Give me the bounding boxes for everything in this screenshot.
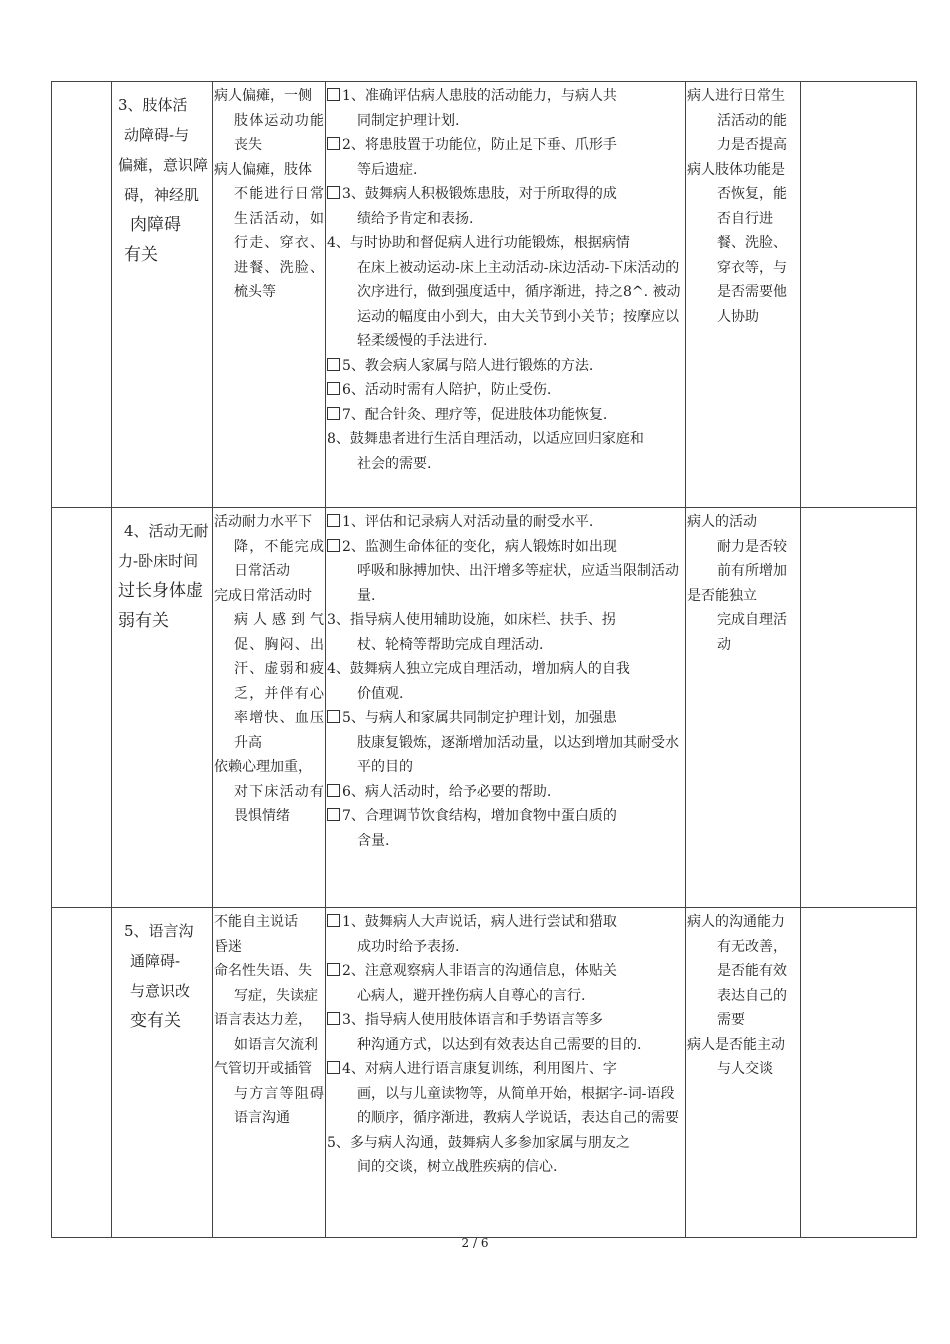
symptom-first-line: 病人偏瘫，肢体	[214, 161, 312, 178]
symptom-rest: 不能进行日常生活活动，如行走、穿衣、进餐、洗脸、梳头等	[234, 186, 324, 300]
checkbox-icon	[327, 358, 340, 371]
checkbox-icon	[327, 539, 340, 552]
checkbox-icon	[327, 808, 340, 821]
diagnosis-cell	[112, 82, 213, 508]
measure-head-text: 2、注意观察病人非语言的沟通信息，体贴关	[342, 963, 617, 979]
measure-continuation: 肢康复锻炼，逐渐增加活动量，以达到增加其耐受水平的目的	[357, 734, 679, 775]
diagnosis-line: 通障碍-	[130, 952, 181, 970]
symptom-first-line: 完成日常活动时	[214, 587, 312, 604]
measure-head	[327, 910, 684, 935]
measure-head	[327, 804, 684, 829]
table-row	[52, 82, 917, 508]
diagnosis-line: 5、语言沟	[124, 922, 194, 940]
symptom-item	[214, 584, 324, 756]
evaluation-first-line: 病人肢体功能是	[687, 161, 785, 178]
symptom-first-line: 气管切开或插管	[214, 1061, 312, 1077]
checkbox-icon	[327, 407, 340, 420]
measure-continuation: 社会的需要.	[357, 455, 432, 472]
measure-head-text: 5、教会病人家属与陪人进行锻炼的方法.	[342, 357, 594, 374]
measure-head-text: 6、活动时需有人陪护，防止受伤.	[342, 382, 552, 398]
evaluation-first-line: 病人的活动	[687, 514, 757, 530]
measure-head-text: 4、鼓舞病人独立完成自理活动，增加病人的自我	[327, 661, 630, 677]
measure-item	[327, 706, 684, 780]
checkbox-icon	[327, 382, 340, 395]
measure-head-text: 5、与病人和家属共同制定护理计划，加强患	[342, 710, 617, 726]
symptom-item	[214, 910, 324, 935]
diagnosis-cell	[112, 908, 213, 1238]
measure-continuation: 价值观.	[357, 685, 404, 702]
number-cell	[52, 82, 112, 508]
measure-item	[327, 510, 684, 535]
symptom-rest: 降，不能完成日常活动	[234, 538, 324, 579]
evaluation-item	[687, 510, 799, 584]
symptom-item	[214, 510, 324, 584]
evaluation-rest: 完成自理活动	[717, 612, 787, 653]
evaluation-rest: 耐力是否较前有所增加	[717, 538, 787, 579]
measure-head-text: 1、鼓舞病人大声说话，病人进行尝试和猎取	[342, 914, 617, 930]
symptom-rest: 对下床活动有畏惧情绪	[234, 783, 324, 824]
evaluation-first-line: 是否能独立	[687, 587, 757, 604]
measure-head	[327, 1008, 684, 1033]
measure-head	[327, 706, 684, 731]
nursing-care-table	[51, 81, 917, 1238]
symptom-first-line: 语言表达力差，	[214, 1012, 312, 1028]
measure-item	[327, 84, 684, 133]
symptom-item	[214, 959, 324, 1008]
measure-head	[327, 510, 684, 535]
measure-continuation: 心病人，避开挫伤病人自尊心的言行.	[357, 987, 586, 1004]
measure-item	[327, 1057, 684, 1131]
measure-head-text: 4、对病人进行语言康复训练，利用图片、字	[342, 1061, 617, 1077]
symptom-item	[214, 1008, 324, 1057]
symptom-item	[214, 158, 324, 305]
measure-continuation: 绩给予肯定和表扬.	[357, 210, 474, 227]
symptom-first-line: 不能自主说话	[214, 914, 298, 930]
measure-head-text: 8、鼓舞患者进行生活自理活动，以适应回归家庭和	[327, 431, 644, 447]
measure-head	[327, 780, 684, 805]
measure-head	[327, 403, 684, 428]
page-number: 2 / 6	[461, 1236, 489, 1250]
measure-head-text: 2、将患肢置于功能位，防止足下垂、爪形手	[342, 137, 617, 153]
diagnosis-line: 4、活动无耐	[124, 522, 209, 540]
table-row	[52, 508, 917, 908]
symptom-item	[214, 935, 324, 960]
measure-head	[327, 354, 684, 379]
measures-cell	[326, 908, 686, 1238]
symptoms-cell	[213, 82, 326, 508]
checkbox-icon	[327, 1061, 340, 1074]
diagnosis-line: 3、肢体活	[118, 96, 188, 114]
diagnosis-line: 弱有关	[118, 611, 169, 631]
measure-continuation: 含量.	[357, 832, 390, 849]
measure-item	[327, 804, 684, 853]
measure-head-text: 7、配合针灸、理疗等，促进肢体功能恢复.	[342, 406, 608, 423]
measure-head	[327, 182, 684, 207]
measure-head-text: 2、监测生命体征的变化，病人锻炼时如出现	[342, 538, 617, 555]
symptoms-cell	[213, 508, 326, 908]
diagnosis-line: 与意识改	[130, 982, 191, 1000]
measure-head	[327, 84, 684, 109]
measure-head	[327, 1131, 684, 1156]
measure-item	[327, 182, 684, 231]
measure-head	[327, 535, 684, 560]
number-cell	[52, 908, 112, 1238]
checkbox-icon	[327, 784, 340, 797]
symptom-rest: 写症，失读症	[234, 987, 318, 1004]
symptom-rest: 肢体运动功能丧失	[234, 112, 324, 153]
diagnosis-line: 力-卧床时间	[118, 552, 199, 570]
checkbox-icon	[327, 1012, 340, 1025]
diagnosis-line: 有关	[124, 245, 158, 265]
evaluation-rest: 有无改善，是否能有效表达自己的需要	[717, 938, 787, 1028]
measure-item	[327, 535, 684, 609]
measure-head-text: 3、指导病人使用肢体语言和手势语言等多	[342, 1012, 603, 1028]
symptom-first-line: 昏迷	[214, 938, 242, 955]
table-row	[52, 908, 917, 1238]
measure-item	[327, 910, 684, 959]
evaluation-rest: 与人交谈	[717, 1061, 773, 1077]
symptom-item	[214, 84, 324, 158]
measure-head-text: 6、病人活动时，给予必要的帮助.	[342, 783, 552, 800]
symptom-item	[214, 755, 324, 829]
checkbox-icon	[327, 186, 340, 199]
measure-continuation: 成功时给予表扬.	[357, 938, 460, 955]
measure-item	[327, 1131, 684, 1180]
evaluation-cell	[686, 82, 801, 508]
evaluation-first-line: 病人的沟通能力	[687, 914, 785, 930]
measure-head-text: 7、合理调节饮食结构，增加食物中蛋白质的	[342, 808, 617, 824]
measure-continuation: 间的交谈，树立战胜疾病的信心.	[357, 1159, 558, 1175]
measure-head	[327, 231, 684, 256]
diagnosis-line: 肉障碍	[130, 215, 181, 235]
symptom-rest: 病人感到气促、胸闷、出汗、虚弱和疲乏，并伴有心率增快、血压升高	[234, 612, 324, 751]
evaluation-item	[687, 158, 799, 330]
diagnosis-line: 动障碍-与	[124, 126, 190, 144]
evaluation-item	[687, 910, 799, 1033]
measure-item	[327, 427, 684, 476]
measures-cell	[326, 82, 686, 508]
diagnosis-line: 偏瘫，意识障	[118, 156, 209, 174]
checkbox-icon	[327, 963, 340, 976]
measure-head-text: 4、与时协助和督促病人进行功能锻炼，根据病情	[327, 235, 630, 251]
evaluation-item	[687, 1033, 799, 1082]
evaluation-item	[687, 84, 799, 158]
evaluation-rest: 活活动的能力是否提高	[717, 112, 787, 153]
diagnosis-line: 变有关	[130, 1011, 181, 1031]
number-cell	[52, 508, 112, 908]
measure-item	[327, 780, 684, 805]
measure-item	[327, 231, 684, 354]
blank-cell	[801, 508, 917, 908]
measure-item	[327, 378, 684, 403]
symptom-first-line: 命名性失语、失	[214, 963, 312, 979]
diagnosis-line: 碍，神经肌	[124, 186, 200, 204]
measure-head-text: 1、评估和记录病人对活动量的耐受水平.	[342, 514, 594, 530]
measure-item	[327, 403, 684, 428]
measure-head	[327, 608, 684, 633]
symptom-rest: 与方言等阻碍语言沟通	[234, 1085, 324, 1126]
evaluation-cell	[686, 508, 801, 908]
symptom-first-line: 依赖心理加重，	[214, 759, 312, 775]
symptom-first-line: 病人偏瘫，一侧	[214, 88, 312, 104]
measure-head	[327, 378, 684, 403]
symptom-first-line: 活动耐力水平下	[214, 514, 312, 530]
checkbox-icon	[327, 137, 340, 150]
measure-head	[327, 133, 684, 158]
evaluation-first-line: 病人是否能主动	[687, 1036, 785, 1053]
measure-head-text: 1、准确评估病人患肢的活动能力，与病人共	[342, 88, 617, 104]
measure-head	[327, 1057, 684, 1082]
evaluation-first-line: 病人进行日常生	[687, 88, 785, 104]
measure-continuation: 同制定护理计划.	[357, 112, 460, 129]
diagnosis-cell	[112, 508, 213, 908]
evaluation-rest: 否恢复，能否自行进餐、洗脸、穿衣等，与是否需要他人协助	[717, 186, 787, 325]
measure-head	[327, 427, 684, 452]
measure-continuation: 画，以与儿童读物等，从简单开始，根据字-词-语段的顺序，循序渐进，教病人学说话，表达自己的需要	[357, 1085, 679, 1126]
measure-head-text: 3、指导病人使用辅助设施，如床栏、扶手、拐	[327, 612, 616, 628]
measures-cell	[326, 508, 686, 908]
measure-head	[327, 657, 684, 682]
checkbox-icon	[327, 914, 340, 927]
measure-head-text: 3、鼓舞病人积极锻炼患肢，对于所取得的成	[342, 186, 617, 202]
measure-item	[327, 959, 684, 1008]
blank-cell	[801, 82, 917, 508]
evaluation-cell	[686, 908, 801, 1238]
evaluation-item	[687, 584, 799, 658]
measure-item	[327, 608, 684, 657]
measure-item	[327, 354, 684, 379]
measure-head	[327, 959, 684, 984]
measure-continuation: 等后遗症.	[357, 161, 418, 178]
blank-cell	[801, 908, 917, 1238]
checkbox-icon	[327, 514, 340, 527]
symptoms-cell	[213, 908, 326, 1238]
measure-item	[327, 133, 684, 182]
measure-head-text: 5、多与病人沟通，鼓舞病人多参加家属与朋友之	[327, 1134, 630, 1151]
measure-continuation: 杖、轮椅等帮助完成自理活动.	[357, 636, 544, 653]
measure-item	[327, 657, 684, 706]
measure-continuation: 在床上被动运动-床上主动活动-床边活动-下床活动的次序进行，做到强度适中，循序渐进，持之8^. 被动运动的幅度由小到大，由大关节到小关节；按摩应以轻柔缓慢的手法进行.	[357, 259, 681, 349]
diagnosis-line: 过长身体虚	[118, 581, 203, 601]
measure-item	[327, 1008, 684, 1057]
checkbox-icon	[327, 710, 340, 723]
measure-continuation: 呼吸和脉搏加快、出汗增多等症状，应适当限制活动量.	[357, 563, 679, 604]
measure-continuation: 种沟通方式，以达到有效表达自己需要的目的.	[357, 1036, 642, 1053]
symptom-rest: 如语言欠流利	[234, 1036, 318, 1053]
checkbox-icon	[327, 88, 340, 101]
symptom-item	[214, 1057, 324, 1131]
